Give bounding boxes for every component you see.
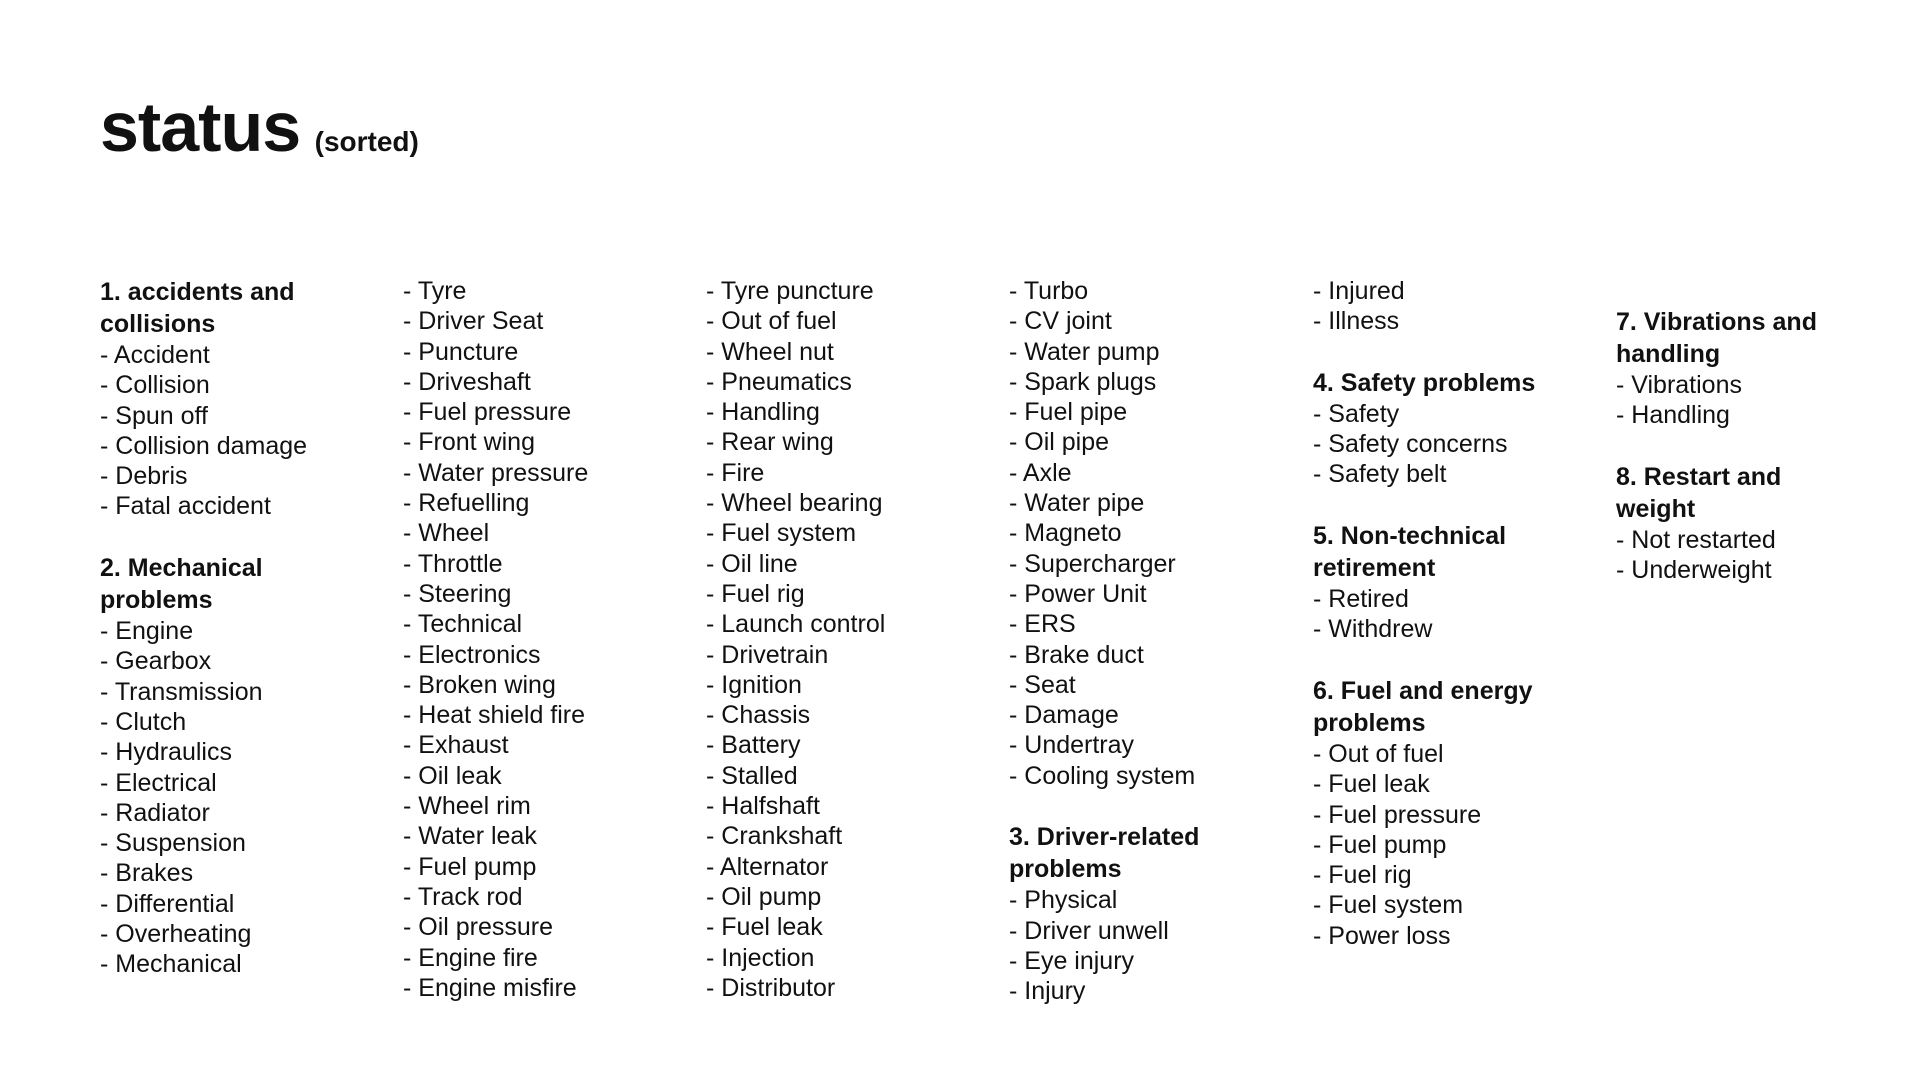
- status-list-item: - Physical: [1009, 886, 1118, 915]
- status-list-item: - Oil pump: [706, 882, 822, 911]
- status-list-item: - Spun off: [100, 401, 208, 430]
- status-list-item: - Vibrations: [1616, 371, 1742, 399]
- category-heading: 6. Fuel and energy problems: [1313, 676, 1533, 737]
- status-list-item: - Cooling system: [1009, 761, 1196, 790]
- status-list-item: - Illness: [1313, 307, 1400, 336]
- status-list-item: - Hydraulics: [100, 738, 232, 767]
- block-spacer: [1616, 431, 1906, 461]
- status-list-item: - Debris: [100, 462, 188, 491]
- status-list-item: - Brake duct: [1009, 640, 1144, 669]
- status-list-item: - Oil pressure: [403, 913, 554, 942]
- category-heading: 1. accidents and collisions: [100, 278, 295, 338]
- category-heading: 5. Non-technical retirement: [1313, 522, 1507, 583]
- status-list-item: - Water pressure: [403, 458, 589, 487]
- status-list-item: - Injured: [1313, 277, 1405, 305]
- status-list-item: - Safety belt: [1313, 460, 1447, 489]
- status-list-item: - Supercharger: [1009, 549, 1176, 578]
- status-list-item: - Axle: [1009, 458, 1072, 487]
- status-list-item: - Fire: [706, 458, 765, 487]
- status-list-item: - Wheel nut: [706, 337, 834, 366]
- block-spacer: [1009, 791, 1299, 821]
- status-list-item: - Pneumatics: [706, 367, 852, 396]
- status-list-item: - Seat: [1009, 670, 1076, 699]
- status-list-item: - Water pipe: [1009, 489, 1145, 518]
- status-list-item: - Turbo: [1009, 277, 1089, 305]
- status-list-item: - Clutch: [100, 707, 187, 736]
- status-list-item: - Rear wing: [706, 428, 834, 457]
- status-list-item: - Driver unwell: [1009, 916, 1169, 945]
- page-subtitle: (sorted): [314, 126, 419, 157]
- status-list-item: - Distributor: [706, 973, 836, 1002]
- block-spacer: [1313, 337, 1603, 367]
- status-list-item: - Steering: [403, 579, 512, 608]
- status-list-item: - Puncture: [403, 337, 519, 366]
- status-list-item: - Fuel leak: [1313, 770, 1430, 799]
- status-list-item: - Oil line: [706, 549, 798, 578]
- status-list-item: - Tyre puncture: [706, 277, 874, 305]
- status-list-item: - Launch control: [706, 610, 886, 639]
- status-list-item: - Safety: [1313, 399, 1400, 428]
- status-column-4: [1009, 276, 1299, 1007]
- status-list-item: - Brakes: [100, 859, 194, 888]
- status-column-2: [403, 276, 693, 1003]
- status-list-item: - CV joint: [1009, 307, 1112, 336]
- status-list-item: - Exhaust: [403, 731, 509, 760]
- status-list-item: - Wheel bearing: [706, 489, 883, 518]
- block-spacer: [1313, 645, 1603, 675]
- status-list-item: - Fuel pump: [403, 852, 537, 881]
- status-list-item: - Fuel pressure: [403, 398, 572, 427]
- status-list-item: - Underweight: [1616, 556, 1772, 585]
- status-list-item: - Fuel system: [706, 519, 857, 548]
- status-list-item: - Injection: [706, 943, 815, 972]
- status-list-item: - Fuel leak: [706, 913, 823, 942]
- status-list-item: - Safety concerns: [1313, 430, 1508, 459]
- status-list-item: - Magneto: [1009, 519, 1122, 548]
- status-column-1: [100, 276, 390, 980]
- status-list-item: - Engine fire: [403, 943, 538, 972]
- status-list-item: - Wheel rim: [403, 792, 531, 821]
- status-column-6: [1616, 306, 1906, 585]
- status-list-item: - Stalled: [706, 761, 798, 790]
- status-list-item: - Overheating: [100, 920, 252, 949]
- status-list-item: - Fuel rig: [706, 579, 805, 608]
- status-list-item: - Radiator: [100, 798, 210, 827]
- status-list-item: - Broken wing: [403, 670, 556, 699]
- status-list-item: - Engine: [100, 617, 194, 646]
- status-list-item: - Suspension: [100, 829, 246, 858]
- status-list-item: - Handling: [1616, 401, 1730, 430]
- status-list-item: - ERS: [1009, 610, 1076, 639]
- status-list-item: - Differential: [100, 889, 235, 918]
- status-list-item: - Out of fuel: [706, 307, 837, 336]
- status-list-item: - Undertray: [1009, 731, 1135, 760]
- status-list-item: - Fuel rig: [1313, 861, 1412, 890]
- status-list-item: - Battery: [706, 731, 801, 760]
- status-list-item: - Alternator: [706, 852, 829, 881]
- status-list-item: - Damage: [1009, 701, 1119, 730]
- status-list-item: - Electrical: [100, 768, 217, 797]
- status-list-item: - Collision damage: [100, 431, 308, 460]
- status-list-item: - Fuel pipe: [1009, 398, 1128, 427]
- status-list-item: - Retired: [1313, 585, 1409, 614]
- status-list-item: - Power Unit: [1009, 579, 1147, 608]
- status-column-5: [1313, 276, 1603, 951]
- status-list-item: - Oil leak: [403, 761, 502, 790]
- status-list-item: - Track rod: [403, 882, 523, 911]
- status-list-item: - Ignition: [706, 670, 802, 699]
- status-list-item: - Eye injury: [1009, 946, 1135, 975]
- status-list-item: - Refuelling: [403, 489, 530, 518]
- status-list-item: - Heat shield fire: [403, 701, 586, 730]
- status-list-item: - Driveshaft: [403, 367, 531, 396]
- status-list-item: - Oil pipe: [1009, 428, 1110, 457]
- status-list-item: - Injury: [1009, 977, 1086, 1006]
- status-list-item: - Tyre: [403, 277, 467, 305]
- status-list-item: - Gearbox: [100, 647, 212, 676]
- status-list-item: - Fuel pump: [1313, 830, 1447, 859]
- status-list-item: - Power loss: [1313, 921, 1451, 950]
- status-list-item: - Out of fuel: [1313, 739, 1444, 768]
- category-heading: 2. Mechanical problems: [100, 554, 263, 615]
- status-list-item: - Mechanical: [100, 950, 242, 979]
- status-list-item: - Front wing: [403, 428, 535, 457]
- status-list-item: - Technical: [403, 610, 523, 639]
- status-list-item: - Withdrew: [1313, 615, 1433, 644]
- status-list-item: - Halfshaft: [706, 792, 820, 821]
- category-heading: 4. Safety problems: [1313, 368, 1536, 397]
- status-list-item: - Collision: [100, 371, 210, 400]
- category-heading: 3. Driver-related problems: [1009, 823, 1200, 884]
- status-list-item: - Engine misfire: [403, 973, 577, 1002]
- status-list-item: - Drivetrain: [706, 640, 829, 669]
- status-list-item: - Fatal accident: [100, 492, 271, 521]
- block-spacer: [100, 522, 390, 552]
- category-heading: 7. Vibrations and handling: [1616, 308, 1817, 368]
- status-list-item: - Not restarted: [1616, 525, 1776, 554]
- status-list-item: - Spark plugs: [1009, 367, 1157, 396]
- status-list-item: - Fuel pressure: [1313, 800, 1482, 829]
- status-column-3: [706, 276, 996, 1003]
- status-list-item: - Water leak: [403, 822, 537, 851]
- status-list-item: - Driver Seat: [403, 307, 544, 336]
- status-list-item: - Chassis: [706, 701, 811, 730]
- status-list-item: - Transmission: [100, 677, 263, 706]
- status-list-item: - Handling: [706, 398, 820, 427]
- status-list-item: - Accident: [100, 341, 210, 369]
- status-list-item: - Water pump: [1009, 337, 1160, 366]
- page-title: status: [100, 88, 301, 166]
- block-spacer: [1313, 490, 1603, 520]
- status-list-item: - Electronics: [403, 640, 541, 669]
- category-heading: 8. Restart and weight: [1616, 462, 1782, 523]
- status-list-item: - Wheel: [403, 519, 490, 548]
- status-list-item: - Crankshaft: [706, 822, 843, 851]
- status-list-item: - Throttle: [403, 549, 503, 578]
- title-row: [100, 88, 419, 166]
- status-list-item: - Fuel system: [1313, 891, 1464, 920]
